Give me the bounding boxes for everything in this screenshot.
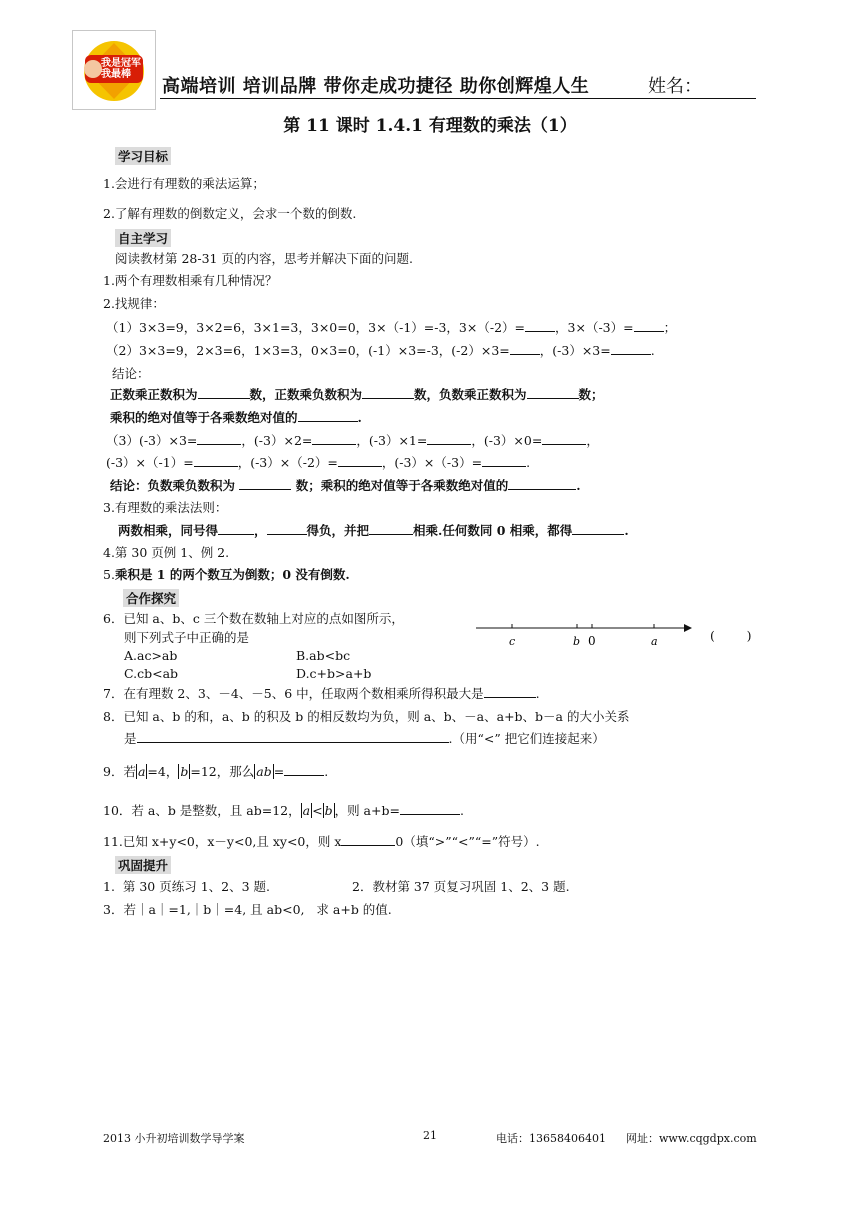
logo bbox=[72, 30, 156, 110]
goal-item: 2.了解有理数的倒数定义，会求一个数的倒数. bbox=[103, 206, 357, 221]
pattern-row-1 bbox=[106, 320, 676, 336]
answer-blank[interactable] bbox=[510, 343, 540, 355]
answer-blank[interactable] bbox=[239, 478, 291, 490]
rule-text: ， bbox=[254, 523, 267, 538]
answer-blank[interactable] bbox=[194, 455, 238, 467]
abs-value-ab: ab bbox=[256, 764, 272, 779]
conclusion-text: 数，负数乘正数积为 bbox=[414, 387, 527, 402]
answer-blank[interactable] bbox=[338, 455, 382, 467]
conclusion-text: 正数乘正数积为 bbox=[110, 387, 198, 402]
pattern-text: ，(-3）×0= bbox=[471, 433, 543, 448]
pattern-text: ，(-3）×1= bbox=[356, 433, 428, 448]
rule-text: . bbox=[624, 523, 629, 538]
label-a: a bbox=[651, 635, 658, 648]
abs-value-b: b bbox=[324, 803, 333, 818]
answer-blank[interactable] bbox=[634, 320, 664, 332]
question-4: 4.第 30 页例 1、例 2. bbox=[103, 545, 230, 560]
question-text: =12，那么 bbox=[190, 764, 255, 779]
answer-blank[interactable] bbox=[362, 387, 414, 399]
question-number: 5. bbox=[103, 567, 115, 582]
conclusion-text: 乘积的绝对值等于各乘数绝对值的 bbox=[110, 410, 298, 425]
pattern-text: ，(-3）×3= bbox=[539, 343, 611, 358]
answer-blank[interactable] bbox=[482, 455, 526, 467]
question-text: . bbox=[324, 764, 329, 779]
question-8-line2 bbox=[124, 731, 605, 747]
answer-blank[interactable] bbox=[400, 803, 460, 815]
rule-text: 得负，并把 bbox=[306, 523, 370, 538]
pattern-text: （3）(-3）×3= bbox=[106, 433, 198, 448]
question-text: . bbox=[535, 686, 540, 701]
label-zero: 0 bbox=[588, 634, 596, 648]
conclusion-negative-rule bbox=[110, 478, 581, 494]
question-text: 是 bbox=[124, 731, 137, 746]
question-text: .（用“<” 把它们连接起来） bbox=[448, 731, 605, 746]
header-slogan: 高端培训 培训品牌 带你走成功捷径 助你创辉煌人生 bbox=[162, 76, 590, 97]
answer-blank[interactable] bbox=[508, 478, 576, 490]
label-c: c bbox=[509, 635, 516, 648]
answer-blank[interactable] bbox=[197, 433, 241, 445]
question-text: = bbox=[273, 764, 285, 779]
conclusion-abs-rule bbox=[110, 410, 362, 426]
rule-text: 两数相乘，同号得 bbox=[118, 523, 219, 538]
logo-text: 我是冠军 我最棒 bbox=[101, 58, 141, 80]
question-9 bbox=[103, 764, 328, 780]
question-8-line1: 8．已知 a、b 的和，a、b 的积及 b 的相反数均为负，则 a、b、－a、a+b、b－a 的大小关系 bbox=[103, 709, 630, 724]
question-text: . bbox=[459, 803, 464, 818]
heading-self-study: 自主学习 bbox=[115, 229, 171, 247]
pattern-text: . bbox=[526, 455, 531, 470]
conclusion-text: 结论：负数乘负数积为 bbox=[110, 478, 236, 493]
page-title: 第 11 课时 1.4.1 有理数的乘法（1） bbox=[283, 116, 577, 136]
pattern-text: ，(-3）×（-2）= bbox=[237, 455, 338, 470]
consolidation-item-3: 3．若｜a｜=1,｜b｜=4, 且 ab<0, 求 a+b 的值. bbox=[103, 902, 392, 917]
question-3: 3.有理数的乘法法则： bbox=[103, 500, 228, 515]
consolidation-item-1: 1. 第 30 页练习 1、2、3 题. bbox=[103, 879, 271, 894]
pattern-text: （1）3×3=9，3×2=6，3×1=3，3×0=0，3×（-1）=-3，3×（-2）= bbox=[106, 320, 526, 335]
answer-blank[interactable] bbox=[137, 731, 449, 743]
conclusion-text: . bbox=[357, 410, 362, 425]
answer-blank[interactable] bbox=[312, 433, 356, 445]
rule-text: 相乘.任何数同 0 相乘，都得 bbox=[413, 523, 573, 538]
answer-blank[interactable] bbox=[267, 523, 307, 535]
question-text: 11.已知 x+y<0，x－y<0,且 xy<0，则 x bbox=[103, 834, 342, 849]
conclusion-sign-rule bbox=[110, 387, 604, 403]
question-text: 9．若 bbox=[103, 764, 136, 779]
pattern-text: ，(-3）×（-3）= bbox=[381, 455, 483, 470]
answer-blank[interactable] bbox=[198, 387, 250, 399]
question-10 bbox=[103, 803, 464, 819]
question-1: 1.两个有理数相乘有几种情况？ bbox=[103, 273, 278, 288]
pattern-row-2 bbox=[106, 343, 655, 359]
question-text: 10．若 a、b 是整数，且 ab=12， bbox=[103, 803, 301, 818]
multiplication-rule bbox=[118, 523, 629, 539]
pattern-text: ，3×（-3）= bbox=[555, 320, 634, 335]
consolidation-item-2: 2．教材第 37 页复习巩固 1、2、3 题. bbox=[352, 879, 570, 894]
pattern-row-3 bbox=[106, 433, 599, 449]
answer-blank[interactable] bbox=[525, 320, 555, 332]
answer-parentheses[interactable]: ( ) bbox=[710, 628, 752, 643]
footer-title: 2013 小升初培训数学导学案 bbox=[103, 1132, 245, 1145]
header-name-label: 姓名： bbox=[648, 76, 702, 97]
answer-blank[interactable] bbox=[369, 523, 413, 535]
answer-blank[interactable] bbox=[284, 764, 324, 776]
footer-website: 网址：www.cqgdpx.com bbox=[626, 1132, 757, 1145]
question-5 bbox=[103, 567, 350, 583]
pattern-text: （2）3×3=9，2×3=6，1×3=3，0×3=0，(-1）×3=-3，(-2）×3= bbox=[106, 343, 510, 358]
number-line-arrow bbox=[684, 624, 692, 632]
answer-blank[interactable] bbox=[298, 410, 358, 422]
answer-blank[interactable] bbox=[218, 523, 254, 535]
footer-phone: 电话：13658406401 bbox=[496, 1132, 606, 1145]
pattern-text: . bbox=[650, 343, 655, 358]
question-text: ，则 a+b= bbox=[334, 803, 400, 818]
answer-blank[interactable] bbox=[527, 387, 579, 399]
abs-value-a: a bbox=[137, 764, 146, 779]
number-line-figure bbox=[476, 617, 696, 653]
pattern-text: ， bbox=[586, 433, 599, 448]
option-c[interactable]: C.cb<ab bbox=[124, 666, 179, 681]
heading-learning-goals: 学习目标 bbox=[115, 147, 171, 165]
heading-consolidation: 巩固提升 bbox=[115, 856, 171, 874]
answer-blank[interactable] bbox=[572, 523, 624, 535]
option-d[interactable]: D.c+b>a+b bbox=[296, 666, 372, 681]
option-b[interactable]: B.ab<bc bbox=[296, 648, 351, 663]
answer-blank[interactable] bbox=[484, 686, 536, 698]
label-b: b bbox=[573, 635, 581, 648]
pattern-text: ； bbox=[663, 320, 677, 335]
conclusion-text: 数，正数乘负数积为 bbox=[249, 387, 363, 402]
conclusion-text: 数； bbox=[578, 387, 604, 402]
question-text: < bbox=[312, 803, 323, 818]
question-7 bbox=[103, 686, 540, 702]
question-text: 0（填“>”“<”“=”符号）. bbox=[395, 834, 540, 849]
question-text: =4， bbox=[147, 764, 179, 779]
conclusion-text: . bbox=[576, 478, 581, 493]
abs-value-a: a bbox=[302, 803, 311, 818]
question-6-line1: 6．已知 a、b、c 三个数在数轴上对应的点如图所示， bbox=[103, 611, 404, 626]
answer-blank[interactable] bbox=[341, 834, 395, 846]
header-rule bbox=[160, 98, 756, 99]
question-2: 2.找规律： bbox=[103, 296, 165, 311]
page-number: 21 bbox=[423, 1129, 437, 1142]
question-6-line2: 则下列式子中正确的是 bbox=[124, 630, 250, 645]
conclusion-text: 数；乘积的绝对值等于各乘数绝对值的 bbox=[295, 478, 509, 493]
pattern-text: (-3）×（-1）= bbox=[106, 455, 194, 470]
abs-value-b: b bbox=[180, 764, 189, 779]
goal-item: 1.会进行有理数的乘法运算； bbox=[103, 176, 265, 191]
pattern-row-4 bbox=[106, 455, 530, 471]
heading-cooperative-exploration: 合作探究 bbox=[123, 589, 179, 607]
question-text: 7．在有理数 2、3、－4、－5、6 中，任取两个数相乘所得积最大是 bbox=[103, 686, 484, 701]
self-study-intro: 阅读教材第 28-31 页的内容，思考并解决下面的问题. bbox=[115, 251, 413, 266]
answer-blank[interactable] bbox=[542, 433, 586, 445]
option-a[interactable]: A.ac>ab bbox=[124, 648, 178, 663]
answer-blank[interactable] bbox=[611, 343, 651, 355]
question-11 bbox=[103, 834, 540, 850]
reciprocal-definition: 乘积是 1 的两个数互为倒数；0 没有倒数. bbox=[114, 567, 350, 582]
answer-blank[interactable] bbox=[427, 433, 471, 445]
conclusion-label: 结论： bbox=[112, 366, 150, 381]
pattern-text: ，(-3）×2= bbox=[241, 433, 313, 448]
